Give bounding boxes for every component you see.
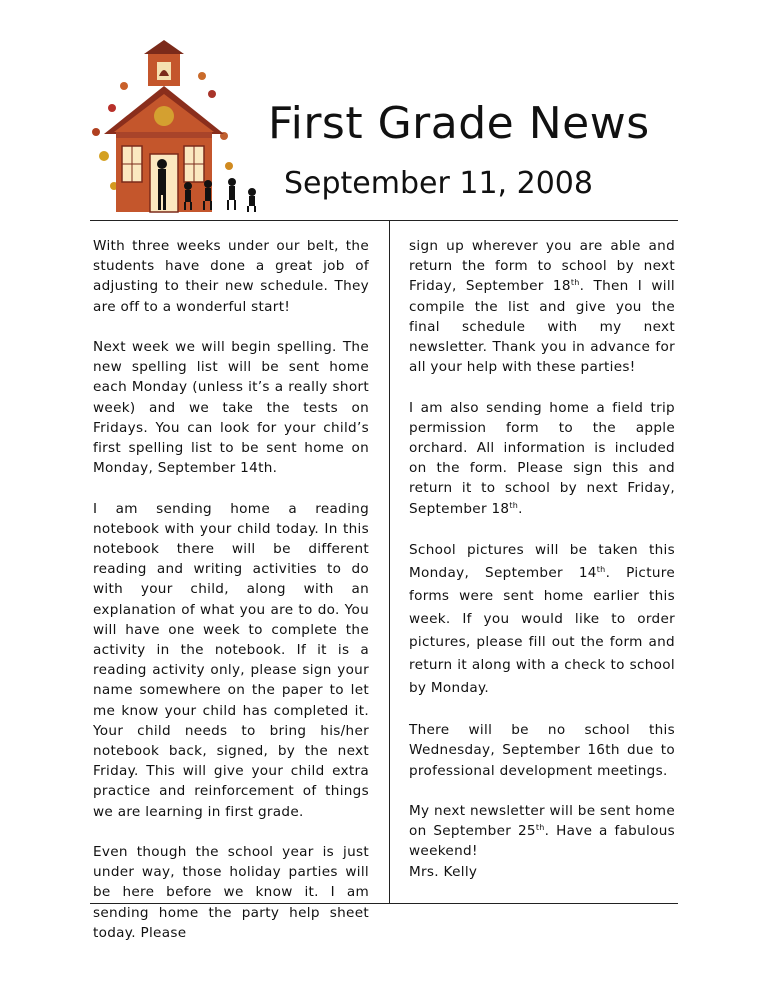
schoolhouse-icon [84, 36, 274, 216]
school-logo [84, 36, 274, 216]
paragraph-next-newsletter: My next newsletter will be sent home on September 25th. Have a fabulous weekend! [409, 803, 676, 860]
newsletter-date: September 11, 2008 [284, 166, 593, 201]
right-column [409, 236, 675, 902]
paragraph-party-signup: sign up wherever you are able and return the form to school by next Friday, September 18th. Then I will compile the list and give you the final schedule with my next newsletter. Thank you in advance for all your help with these parties! [409, 238, 675, 376]
paragraph-field-trip: I am also sending home a field trip permission form to the apple orchard. All information is included on the form. Please sign this and return it to school by next Friday, September 18th. [409, 399, 675, 517]
signature: Mrs. Kelly [409, 863, 478, 880]
paragraph-holiday-parties: Even though the school year is just under way, those holiday parties will be here before we know it. I am sending home the party help sheet today. Please [93, 844, 369, 941]
top-divider [90, 220, 678, 221]
column-divider [389, 221, 390, 903]
paragraph-spelling: Next week we will begin spelling. The new spelling list will be sent home each Monday (unless it’s a really short week) and we take the tests on Fridays. You can look for your child’s first spelling list to be sent home on Monday, September 14th. [93, 339, 369, 477]
newsletter-title: First Grade News [268, 98, 650, 149]
paragraph-reading-notebook: I am sending home a reading notebook with your child today. In this notebook there will be different reading and writing activities to do with your child, along with an explanation of what you are to do. You will have one week to complete the activity in the notebook. If it is a reading activity only, please sign your name somewhere on the paper to let me know your child has completed it. Your child needs to bring his/her notebook back, signed, by the next Friday. This will give your child extra practice and reinforcement of things we are learning in first grade. [93, 500, 369, 820]
left-column [93, 236, 369, 963]
paragraph-school-pictures: School pictures will be taken this Monday, September 14th. Picture forms were sent home earlier this week. If you would like to order pictures, please fill out the form and return it along with a check to school by Monday. [409, 542, 675, 697]
paragraph-no-school: There will be no school this Wednesday, September 16th due to professional development meetings. [409, 722, 675, 779]
paragraph-welcome: With three weeks under our belt, the students have done a great job of adjusting to their new schedule. They are off to a wonderful start! [93, 238, 369, 315]
